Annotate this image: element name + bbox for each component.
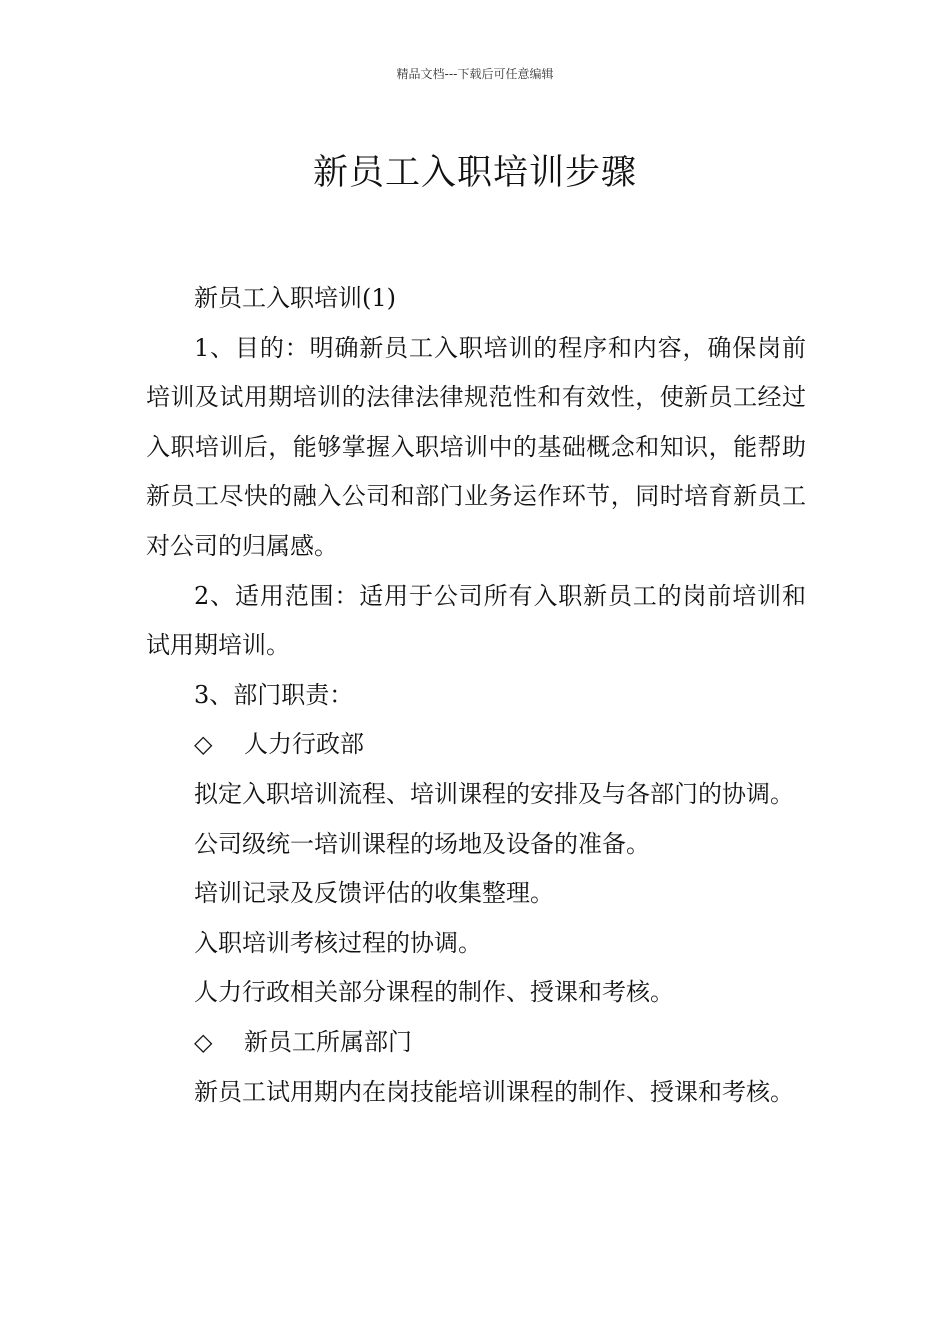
list-item: 公司级统一培训课程的场地及设备的准备。: [194, 829, 650, 858]
page-header: 精品文档---下载后可任意编辑: [396, 67, 554, 81]
document-body: [146, 274, 806, 1117]
section-heading-dept: [146, 1018, 806, 1068]
document-title: 新员工入职培训步骤: [312, 153, 637, 194]
section-heading-hr: [146, 720, 806, 770]
paragraph-scope: 2、适用范围：适用于公司所有入职新员工的岗前培训和试用期培训。: [146, 581, 806, 660]
list-item: 入职培训考核过程的协调。: [194, 928, 482, 957]
section-heading-text: 新员工所属部门: [244, 1027, 412, 1056]
section-heading-text: 人力行政部: [244, 730, 364, 759]
list-item: 人力行政相关部分课程的制作、授课和考核。: [194, 978, 674, 1007]
paragraph-intro: 新员工入职培训(1): [194, 284, 396, 312]
list-item: 拟定入职培训流程、培训课程的安排及与各部门的协调。: [194, 779, 794, 808]
paragraph-purpose: 1、目的：明确新员工入职培训的程序和内容，确保岗前培训及试用期培训的法律法律规范性和有效性，使新员工经过入职培训后，能够掌握入职培训中的基础概念和知识，能帮助新员工尽快的融入公司和部门业务运作环节，同时培育新员工对公司的归属感。: [146, 333, 806, 560]
diamond-bullet-icon: ◇: [194, 1027, 213, 1056]
diamond-bullet-icon: ◇: [194, 730, 213, 759]
paragraph-responsibilities: 3、部门职责：: [194, 680, 354, 709]
list-item: 新员工试用期内在岗技能培训课程的制作、授课和考核。: [194, 1077, 794, 1106]
list-item: 培训记录及反馈评估的收集整理。: [194, 879, 554, 908]
